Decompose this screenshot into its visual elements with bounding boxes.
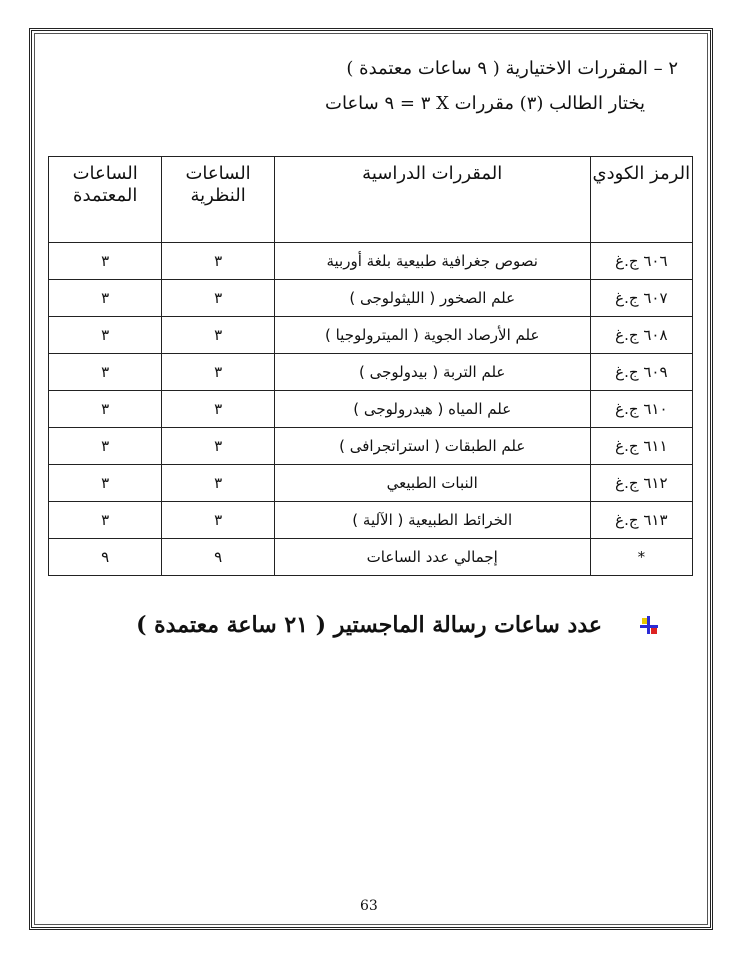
credit-hours: ٣ <box>49 317 162 354</box>
course-code: ٦١٣ ج.غ <box>590 502 692 539</box>
table-row <box>49 243 693 280</box>
table-row <box>49 354 693 391</box>
theory-hours: ٣ <box>162 243 274 280</box>
course-name: علم المياه ( هيدرولوجى ) <box>274 391 590 428</box>
course-code: ٦١٠ ج.غ <box>590 391 692 428</box>
theory-hours: ٣ <box>162 502 274 539</box>
credit-hours: ٣ <box>49 243 162 280</box>
table-total-row <box>49 539 693 576</box>
table-row <box>49 428 693 465</box>
total-label: إجمالي عدد الساعات <box>274 539 590 576</box>
course-name: النبات الطبيعي <box>274 465 590 502</box>
table-row <box>49 317 693 354</box>
elective-courses-table <box>48 156 693 576</box>
section-heading: ٢ – المقررات الاختيارية ( ٩ ساعات معتمدة ) <box>346 58 678 79</box>
header-code: الرمز الكودي <box>590 157 692 243</box>
page-number: 63 <box>360 898 378 914</box>
course-name: علم الأرصاد الجوية ( الميترولوجيا ) <box>274 317 590 354</box>
theory-hours: ٣ <box>162 354 274 391</box>
course-name: نصوص جغرافية طبيعية بلغة أوربية <box>274 243 590 280</box>
course-code: ٦٠٨ ج.غ <box>590 317 692 354</box>
header-theory-hours: الساعات النظرية <box>162 157 274 243</box>
theory-hours: ٣ <box>162 428 274 465</box>
table-row <box>49 502 693 539</box>
table-row <box>49 280 693 317</box>
course-code: ٦١٢ ج.غ <box>590 465 692 502</box>
section-subheading: يختار الطالب (٣) مقررات X ٣ = ٩ ساعات <box>325 93 645 114</box>
theory-hours: ٣ <box>162 465 274 502</box>
credit-hours: ٣ <box>49 465 162 502</box>
course-code: ٦٠٧ ج.غ <box>590 280 692 317</box>
course-name: علم التربة ( بيدولوجى ) <box>274 354 590 391</box>
header-course-name: المقررات الدراسية <box>274 157 590 243</box>
course-name: علم الطبقات ( استراتجرافى ) <box>274 428 590 465</box>
credit-hours: ٣ <box>49 391 162 428</box>
table-header-row <box>49 157 693 243</box>
table-row <box>49 391 693 428</box>
course-name: علم الصخور ( الليثولوجى ) <box>274 280 590 317</box>
thesis-hours-note <box>118 612 658 638</box>
total-credit-hours: ٩ <box>49 539 162 576</box>
total-code: * <box>590 539 692 576</box>
bullet-cross-icon <box>640 616 658 634</box>
credit-hours: ٣ <box>49 502 162 539</box>
table-row <box>49 465 693 502</box>
theory-hours: ٣ <box>162 280 274 317</box>
course-code: ٦٠٦ ج.غ <box>590 243 692 280</box>
total-theory-hours: ٩ <box>162 539 274 576</box>
theory-hours: ٣ <box>162 391 274 428</box>
thesis-hours-text: عدد ساعات رسالة الماجستير ( ٢١ ساعة معتمدة ) <box>136 612 602 638</box>
course-code: ٦٠٩ ج.غ <box>590 354 692 391</box>
credit-hours: ٣ <box>49 428 162 465</box>
header-credit-hours: الساعات المعتمدة <box>49 157 162 243</box>
credit-hours: ٣ <box>49 280 162 317</box>
course-name: الخرائط الطبيعية ( الآلية ) <box>274 502 590 539</box>
theory-hours: ٣ <box>162 317 274 354</box>
course-code: ٦١١ ج.غ <box>590 428 692 465</box>
credit-hours: ٣ <box>49 354 162 391</box>
